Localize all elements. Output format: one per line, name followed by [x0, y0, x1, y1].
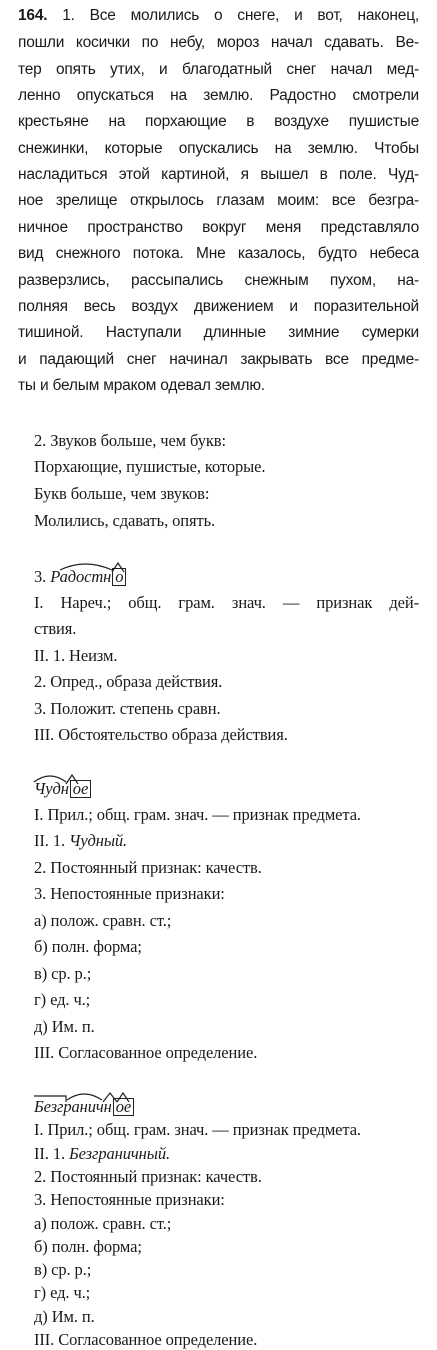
para1-line-11: полняя весь воздух движением и поразительной — [18, 298, 419, 315]
word2-line1-prefix: II. 1. — [34, 831, 66, 850]
word3-line-8: д) Им. п. — [34, 1307, 95, 1326]
para1-line-14: ты и белым мраком одевал землю. — [18, 377, 265, 394]
para1-line-1: пошли косички по небу, мороз начал сдавать. Ве- — [18, 34, 419, 51]
para1-text-0: 1. Все молились о снеге, и вот, наконец, — [62, 7, 419, 24]
word3-suffix1: ич — [87, 1097, 104, 1116]
word3-line-4: а) полож. сравн. ст.; — [34, 1214, 172, 1233]
word2-ending: ое — [70, 780, 91, 798]
word2-line-0: I. Прил.; общ. грам. знач. — признак предмета. — [34, 805, 361, 824]
word2-root: Чуд — [34, 779, 61, 798]
para1-line-8: ничное пространство вокруг меня представляло — [18, 219, 419, 236]
word1-morph-word — [50, 567, 126, 586]
word2-line-2: 2. Постоянный признак: качеств. — [34, 858, 262, 877]
para1-line-6: насладиться этой картиной, я вышел в поле. Чуд- — [18, 166, 419, 183]
section2-line-1: Порхающие, пушистые, которые. — [34, 457, 266, 476]
word2-line-6: в) ср. р.; — [34, 964, 92, 983]
para1-line-9: вид снежного потока. Мне казалось, будто небеса — [18, 245, 419, 262]
word3-ending: ое — [113, 1098, 134, 1116]
word1-line-5: III. Обстоятельство образа действия. — [34, 725, 288, 744]
para1-line-12: тишиной. Наступали длинные зимние сумерки — [18, 324, 419, 341]
para1-line-2: тер опять утих, и благодатный снег начал мед- — [18, 61, 419, 78]
section2-line-0: 2. Звуков больше, чем букв: — [34, 431, 226, 450]
word2-suffix: н — [60, 779, 69, 798]
word3-suffix2: н — [103, 1097, 112, 1116]
word2-line-4: а) полож. сравн. ст.; — [34, 911, 172, 930]
word3-line-2: 2. Постоянный признак: качеств. — [34, 1167, 262, 1186]
word2-line1-word: Чудный. — [69, 831, 128, 850]
word1-line-2: II. 1. Неизм. — [34, 646, 118, 665]
word3-line-5: б) полн. форма; — [34, 1237, 142, 1256]
word3-line1-prefix: II. 1. — [34, 1144, 66, 1163]
para1-line-10: разверзлись, рассыпались снежным пухом, на- — [18, 272, 419, 289]
word3-line-0: I. Прил.; общ. грам. знач. — признак предмета. — [34, 1120, 361, 1139]
word2-line-3: 3. Непостоянные признаки: — [34, 884, 225, 903]
word1-line-3: 2. Опред., образа действия. — [34, 672, 223, 691]
section2-line-3: Молились, сдавать, опять. — [34, 511, 216, 530]
word1-suffix: н — [103, 567, 112, 586]
word2-line-8: д) Им. п. — [34, 1017, 95, 1036]
word2-line-9: III. Согласованное определение. — [34, 1043, 258, 1062]
word2-heading — [34, 779, 91, 799]
word3-root: гран — [56, 1097, 88, 1116]
word1-line-0: I. Нареч.; общ. грам. знач. — признак дей- — [34, 593, 419, 612]
exercise-number: 164. — [18, 7, 48, 24]
para1-line-0 — [18, 6, 419, 26]
para1-line-7: ное зрелище открылось глазам моим: все безгра- — [18, 192, 419, 209]
para1-line-13: и падающий снег начинал закрывать все предме- — [18, 351, 419, 368]
word1-prefix: 3. — [34, 567, 47, 586]
word1-line-1: ствия. — [34, 619, 77, 638]
section2-line-2: Букв больше, чем звуков: — [34, 484, 210, 503]
para1-line-4: крестьяне на порхающие в воздухе пушистые — [18, 113, 419, 130]
word2-line-5: б) полн. форма; — [34, 937, 142, 956]
word3-line-3: 3. Непостоянные признаки: — [34, 1190, 225, 1209]
word3-morph-word — [34, 1097, 134, 1116]
word3-heading — [34, 1097, 134, 1117]
word1-line-4: 3. Положит. степень сравн. — [34, 699, 221, 718]
word3-line-7: г) ед. ч.; — [34, 1283, 91, 1302]
word1-root: Радост — [50, 567, 104, 586]
word1-ending: о — [112, 568, 126, 586]
word1-heading — [34, 567, 126, 587]
word3-line-9: III. Согласованное определение. — [34, 1330, 258, 1349]
word3-prefix: Без — [34, 1097, 57, 1116]
para1-line-3: ленно опускаться на землю. Радостно смотрели — [18, 87, 419, 104]
word2-line-1 — [34, 831, 127, 851]
word2-line-7: г) ед. ч.; — [34, 990, 91, 1009]
para1-line-5: снежинки, которые опускались на землю. Чтобы — [18, 140, 419, 157]
word3-line1-word: Безграничный. — [69, 1144, 171, 1163]
word2-morph-word — [34, 779, 91, 798]
word3-line-6: в) ср. р.; — [34, 1260, 92, 1279]
word3-line-1 — [34, 1144, 170, 1164]
